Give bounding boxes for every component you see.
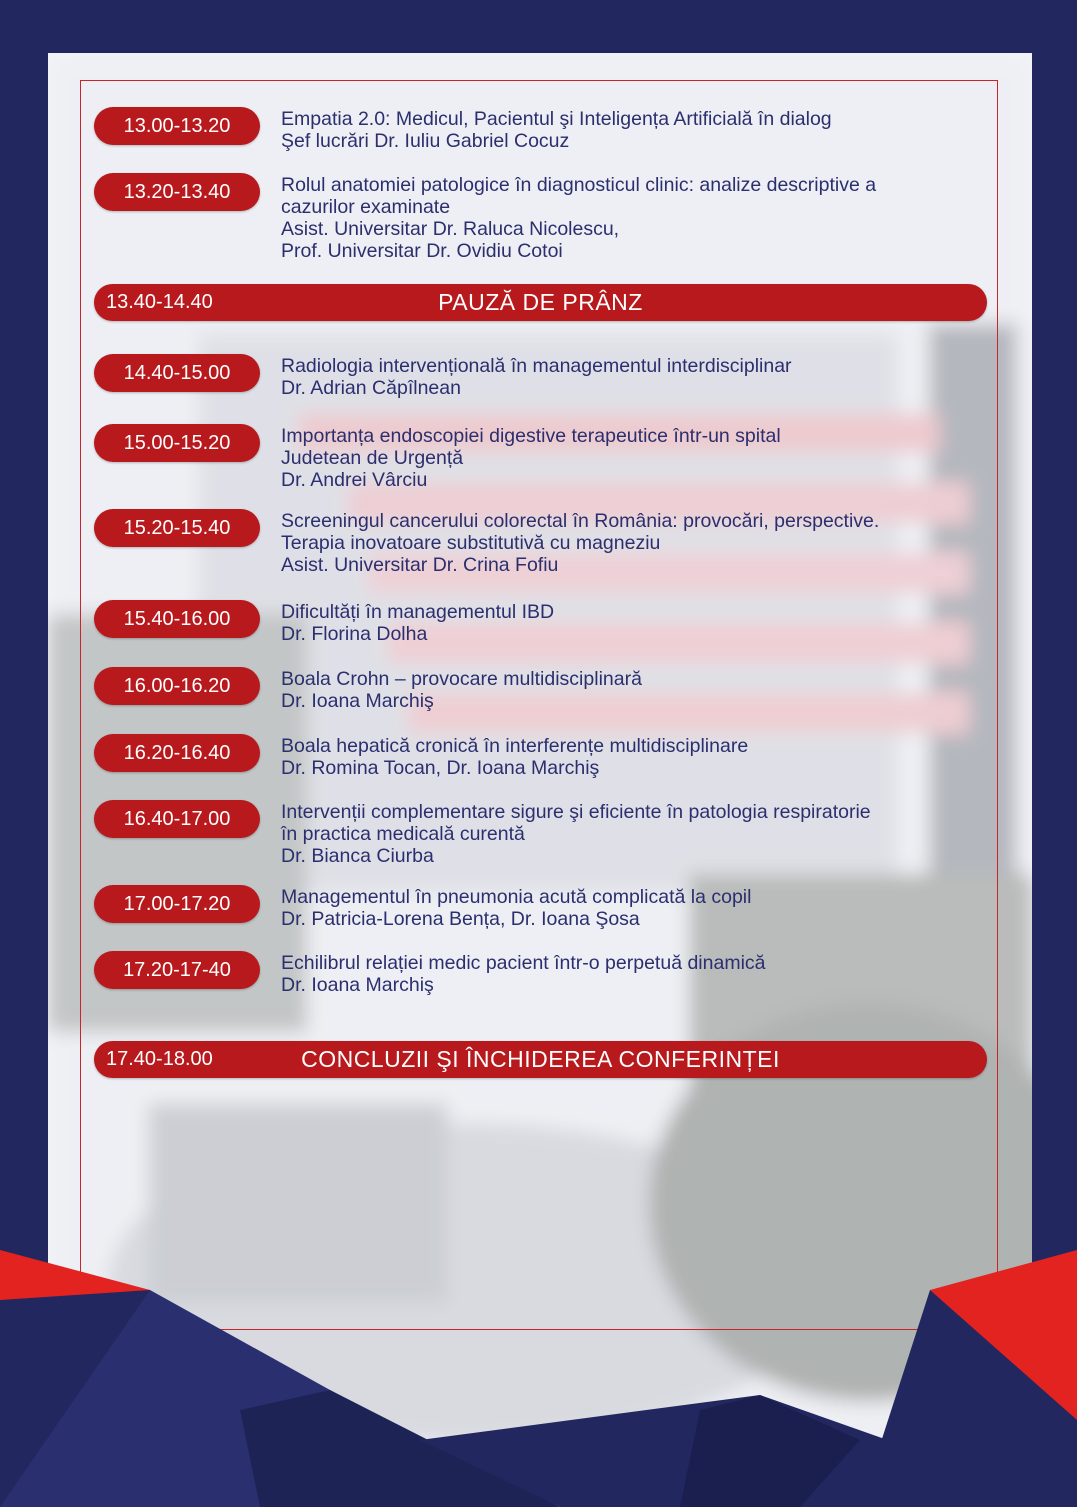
talk-line: în practica medicală curentă [281, 823, 525, 845]
talk-line: Dr. Adrian Căpîlnean [281, 377, 461, 399]
closing-bar [94, 1041, 987, 1078]
talk-line: Dr. Florina Dolha [281, 623, 428, 645]
talk-line: Prof. Universitar Dr. Ovidiu Cotoi [281, 240, 563, 262]
talk-line: Dificultăți în managementul IBD [281, 601, 555, 623]
program-sheet [48, 53, 1032, 1507]
break-label: CONCLUZII ŞI ÎNCHIDEREA CONFERINȚEI [301, 1046, 780, 1072]
talk-details [281, 108, 832, 152]
talk-line: Dr. Patricia-Lorena Bența, Dr. Ioana Şosa [281, 908, 640, 930]
talk-line: Dr. Bianca Ciurba [281, 845, 434, 867]
break-label: PAUZĂ DE PRÂNZ [438, 289, 643, 315]
talk-line: Managementul în pneumonia acută complicată la copil [281, 886, 752, 908]
talk-line: cazurilor examinate [281, 196, 451, 218]
break-time: 17.40-18.00 [106, 1048, 213, 1070]
time-pill: 17.00-17.20 [94, 885, 260, 923]
talk-line: Screeningul cancerului colorectal în România: provocări, perspective. [281, 510, 880, 532]
talk-details [281, 735, 748, 779]
talk-line: Dr. Ioana Marchiş [281, 690, 434, 712]
talk-line: Dr. Andrei Vârciu [281, 469, 428, 491]
talk-line: Empatia 2.0: Medicul, Pacientul şi Inteligența Artificială în dialog [281, 108, 832, 130]
talk-line: Dr. Romina Tocan, Dr. Ioana Marchiş [281, 757, 600, 779]
talk-line: Echilibrul relației medic pacient într-o perpetuă dinamică [281, 952, 766, 974]
talk-line: Asist. Universitar Dr. Crina Fofiu [281, 554, 559, 576]
talk-line: Boala Crohn – provocare multidisciplinară [281, 668, 642, 690]
talk-line: Terapia inovatoare substitutivă cu magneziu [281, 532, 661, 554]
time-pill: 13.00-13.20 [94, 107, 260, 145]
time-pill: 16.00-16.20 [94, 667, 260, 705]
time-pill: 13.20-13.40 [94, 173, 260, 211]
time-pill: 15.40-16.00 [94, 600, 260, 638]
talk-details [281, 510, 879, 576]
talk-line: Dr. Ioana Marchiş [281, 974, 434, 996]
talk-line: Boala hepatică cronică în interferențe multidisciplinare [281, 735, 749, 757]
talk-details [281, 886, 751, 930]
talk-details [281, 355, 792, 399]
talk-line: Judetean de Urgență [281, 447, 464, 469]
time-pill: 16.20-16.40 [94, 734, 260, 772]
talk-details [281, 425, 781, 491]
talk-line: Şef lucrări Dr. Iuliu Gabriel Cocuz [281, 130, 570, 152]
talk-details [281, 174, 876, 262]
time-pill: 17.20-17-40 [94, 951, 260, 989]
break-time: 13.40-14.40 [106, 291, 213, 313]
time-pill: 14.40-15.00 [94, 354, 260, 392]
time-pill: 15.00-15.20 [94, 424, 260, 462]
talk-line: Intervenții complementare sigure şi eficiente în patologia respiratorie [281, 801, 871, 823]
talk-details [281, 668, 642, 712]
lunch-break-bar [94, 284, 987, 321]
talk-details [281, 952, 766, 996]
talk-line: Radiologia intervențională în managementul interdisciplinar [281, 355, 792, 377]
time-pill: 15.20-15.40 [94, 509, 260, 547]
time-pill: 16.40-17.00 [94, 800, 260, 838]
talk-details [281, 601, 554, 645]
talk-line: Rolul anatomiei patologice în diagnosticul clinic: analize descriptive a [281, 174, 877, 196]
talk-line: Asist. Universitar Dr. Raluca Nicolescu, [281, 218, 620, 240]
talk-line: Importanța endoscopiei digestive terapeutice într-un spital [281, 425, 781, 447]
talk-details [281, 801, 871, 867]
